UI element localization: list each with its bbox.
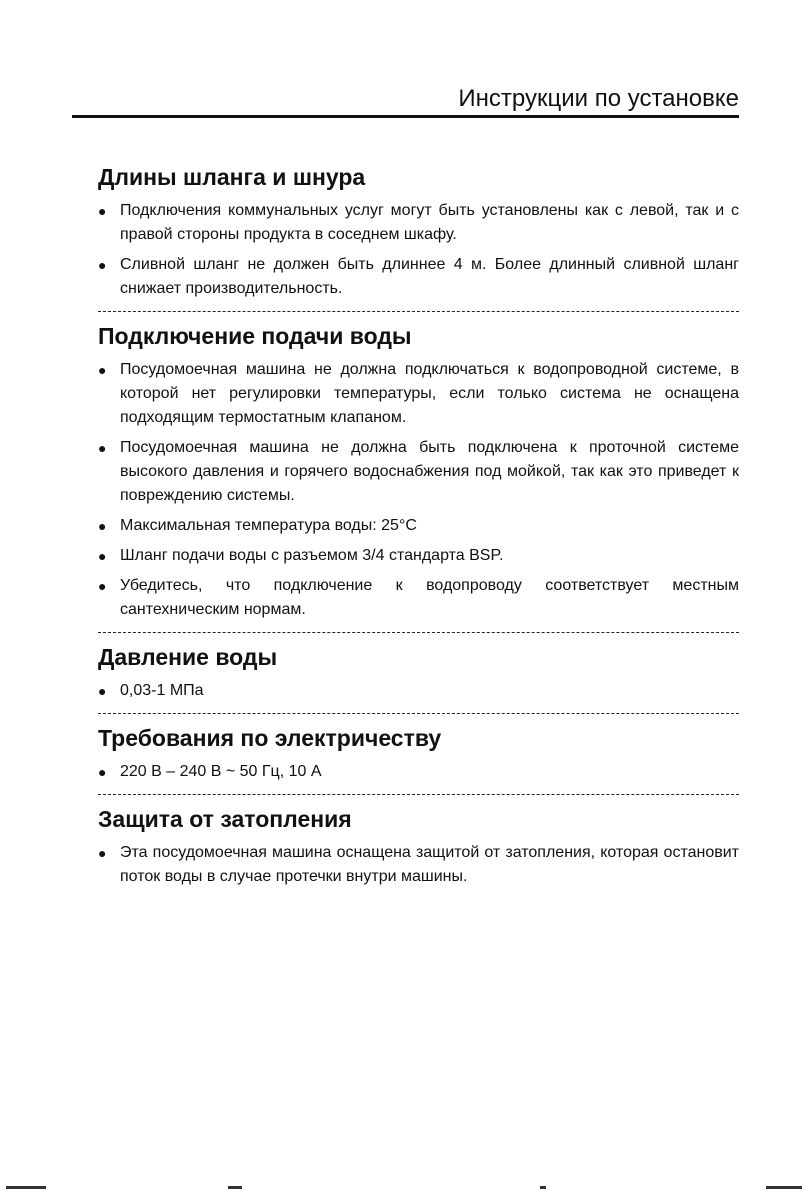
item-text: Сливной шланг не должен быть длиннее 4 м. Более длинный сливной шланг снижает производительность.	[120, 256, 739, 297]
list-item	[98, 358, 739, 430]
list-item	[98, 436, 739, 508]
item-text: Подключения коммунальных услуг могут быть установлены как с левой, так и с правой стороны продукта в соседнем шкафу.	[120, 202, 739, 243]
item-text: Максимальная температура воды: 25°С	[120, 517, 417, 534]
dashed-divider	[98, 713, 739, 714]
item-text: Посудомоечная машина не должна быть подключена к проточной системе высокого давления и горячего водоснабжения под мойкой, так как это приведет к повреждению системы.	[120, 439, 739, 504]
section-title: Требования по электричеству	[98, 725, 442, 751]
list-item	[98, 574, 739, 622]
document-body	[98, 163, 739, 895]
item-text: 220 В – 240 В ~ 50 Гц, 10 А	[120, 763, 322, 780]
section-title: Защита от затопления	[98, 806, 352, 832]
page-title: Инструкции по установке	[458, 85, 739, 112]
bullet-icon: ●	[98, 518, 107, 534]
section-title: Длины шланга и шнура	[98, 164, 366, 190]
list-item	[98, 199, 739, 247]
section-flood-protection	[98, 805, 739, 889]
dashed-divider	[98, 632, 739, 633]
bullet-icon: ●	[98, 440, 107, 456]
item-text: 0,03-1 МПа	[120, 682, 204, 699]
section-water-pressure	[98, 643, 739, 703]
list-item	[98, 253, 739, 301]
item-text: Убедитесь, что подключение к водопроводу соответствует местным сантехническим нормам.	[120, 577, 739, 618]
print-crop-marks	[0, 1186, 811, 1192]
item-text: Эта посудомоечная машина оснащена защитой от затопления, которая остановит поток воды в случае протечки внутри машины.	[120, 844, 739, 885]
section-electrical-requirements	[98, 724, 739, 784]
bullet-icon: ●	[98, 845, 107, 861]
crop-mark	[540, 1186, 546, 1189]
dashed-divider	[98, 794, 739, 795]
section-title: Давление воды	[98, 644, 278, 670]
crop-mark	[228, 1186, 242, 1189]
section-water-supply	[98, 322, 739, 622]
bullet-icon: ●	[98, 257, 107, 273]
list-item	[98, 841, 739, 889]
bullet-icon: ●	[98, 362, 107, 378]
bullet-icon: ●	[98, 203, 107, 219]
page-header	[72, 83, 739, 118]
section-hose-cord-length	[98, 163, 739, 301]
crop-mark	[766, 1186, 802, 1189]
bullet-icon: ●	[98, 683, 107, 699]
list-item	[98, 514, 739, 538]
bullet-icon: ●	[98, 548, 107, 564]
list-item	[98, 544, 739, 568]
section-title: Подключение подачи воды	[98, 323, 412, 349]
list-item	[98, 760, 739, 784]
bullet-icon: ●	[98, 764, 107, 780]
bullet-icon: ●	[98, 578, 107, 594]
crop-mark	[6, 1186, 46, 1189]
item-text: Шланг подачи воды с разъемом 3/4 стандарта BSP.	[120, 547, 504, 564]
dashed-divider	[98, 311, 739, 312]
item-text: Посудомоечная машина не должна подключаться к водопроводной системе, в которой нет регулировки температуры, если только система не оснащена подходящим термостатным клапаном.	[120, 361, 739, 426]
list-item	[98, 679, 739, 703]
